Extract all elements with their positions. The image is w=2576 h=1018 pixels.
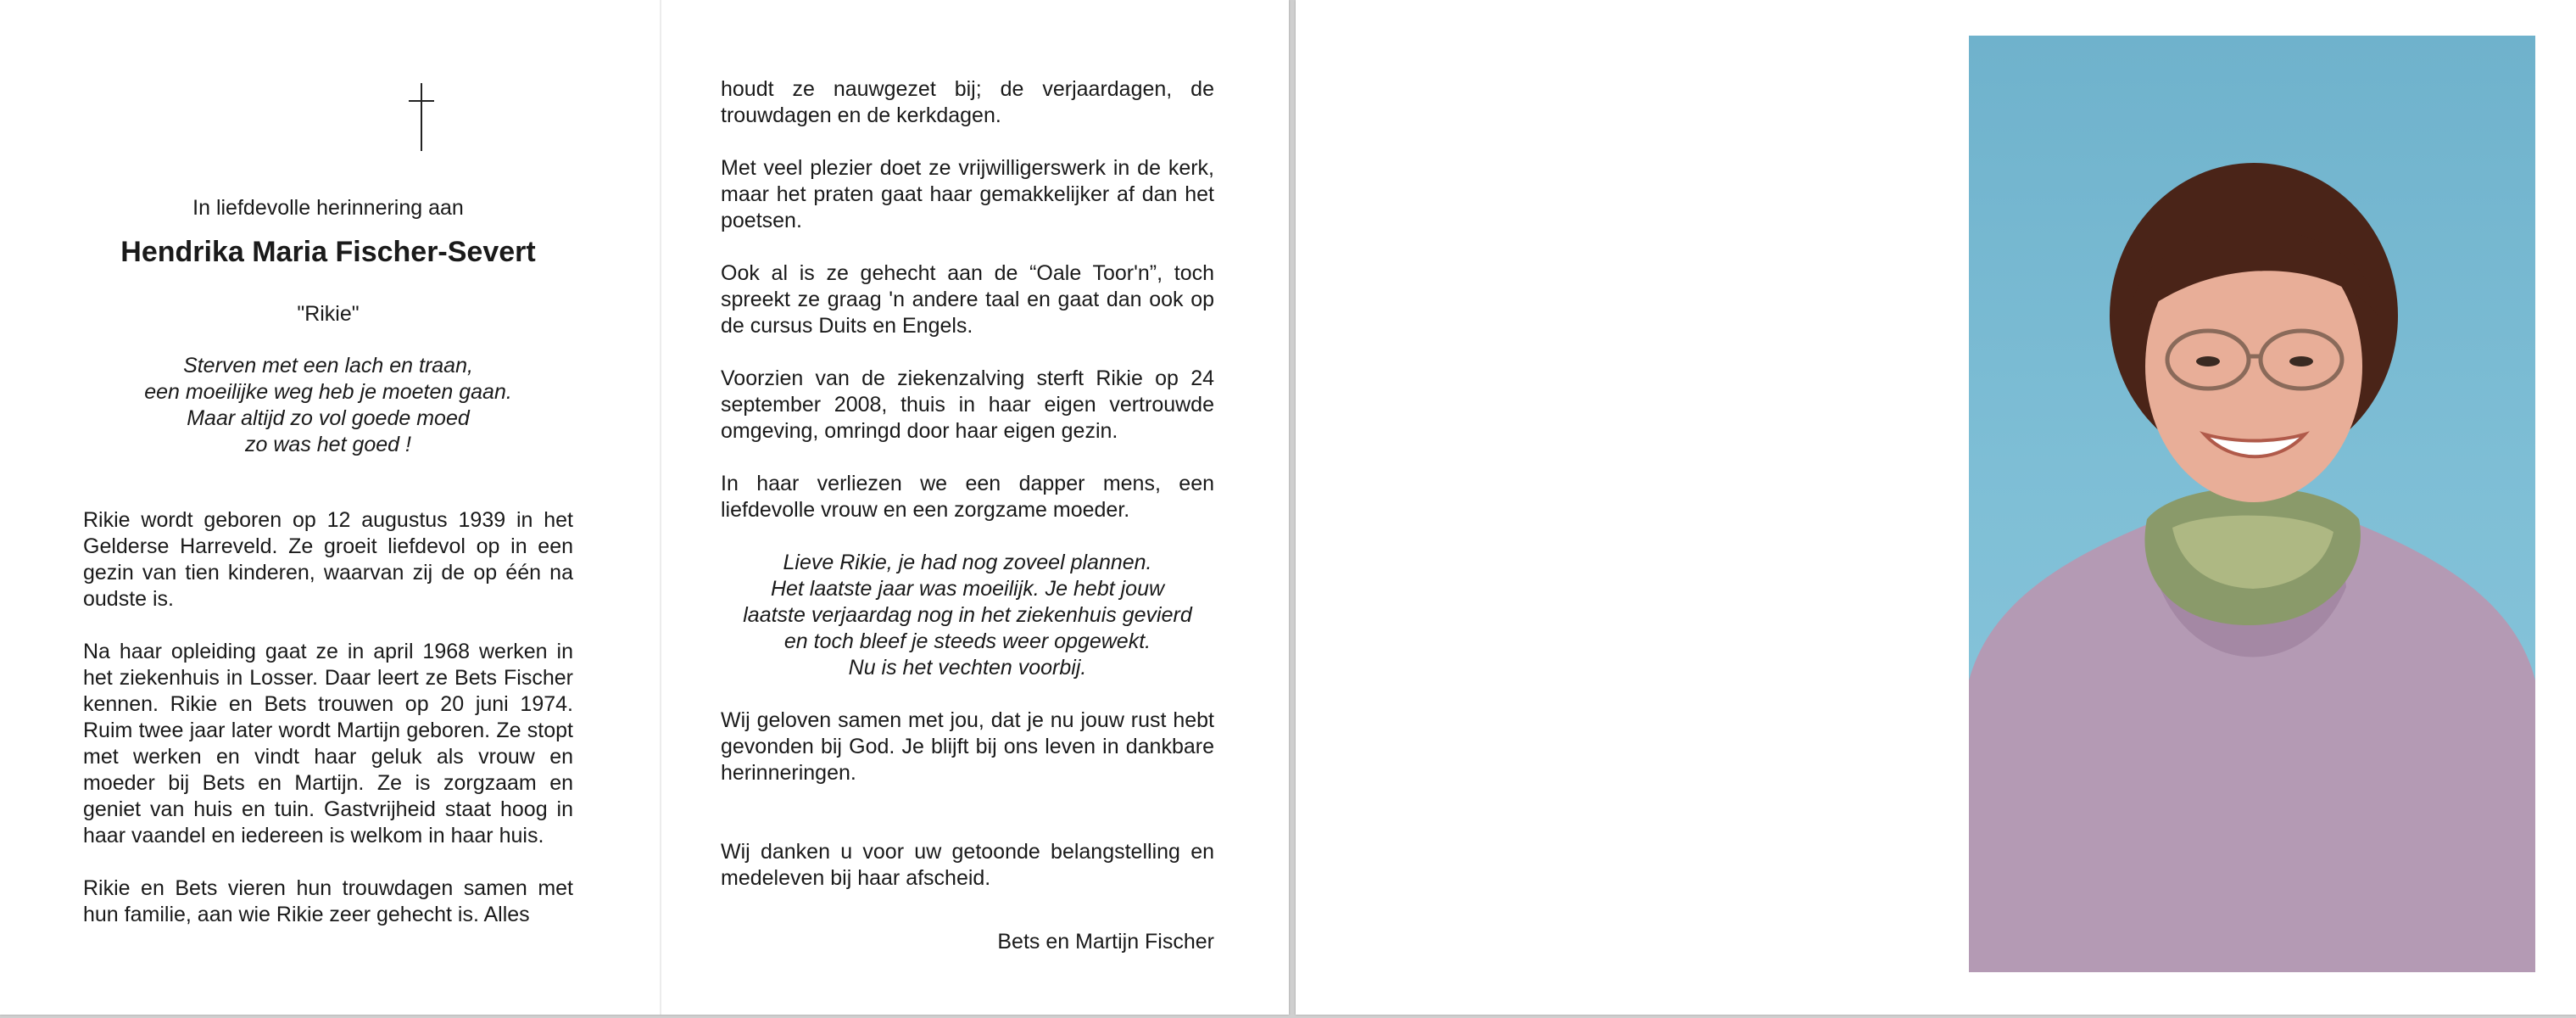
paragraph: Rikie wordt geboren op 12 augustus 1939 in het Gelderse Harreveld. Ze groeit liefdevol op in een gezin van tien kinderen, waarvan zij de op één na oudste is. — [83, 508, 573, 611]
signature: Bets en Martijn Fischer — [997, 930, 1214, 954]
card-fold — [660, 0, 661, 1015]
closing-poem — [721, 550, 1214, 681]
biography-part1 — [83, 507, 573, 954]
nickname: "Rikie" — [297, 302, 360, 326]
deceased-name: Hendrika Maria Fischer-Severt — [120, 236, 536, 268]
poem-line: een moeilijke weg heb je moeten gaan. — [144, 380, 512, 404]
portrait-illustration — [1969, 36, 2535, 972]
poem-line: Lieve Rikie, je had nog zoveel plannen. — [783, 551, 1152, 574]
intro-text: In liefdevolle herinnering aan — [192, 196, 464, 220]
card-inside — [0, 0, 1289, 1015]
paragraph: Ook al is ze gehecht aan de “Oale Toor'n”, toch spreekt ze graag 'n andere taal en gaat dan ook op de cursus Duits en Engels. — [721, 261, 1214, 338]
paragraph: houdt ze nauwgezet bij; de verjaardagen, de trouwdagen en de kerkdagen. — [721, 77, 1214, 127]
paragraph: Met veel plezier doet ze vrijwilligerswerk in de kerk, maar het praten gaat haar gemakkelijker af dan het poetsen. — [721, 156, 1214, 232]
paragraph: Voorzien van de ziekenzalving sterft Rikie op 24 september 2008, thuis in haar eigen vertrouwde omgeving, omringd door haar eigen gezin. — [721, 366, 1214, 443]
biography-part2 — [721, 76, 1214, 955]
poem-line: Nu is het vechten voorbij. — [848, 656, 1087, 680]
poem-line: zo was het goed ! — [245, 433, 411, 456]
poem-line: Het laatste jaar was moeilijk. Je hebt jouw — [770, 577, 1165, 601]
poem-line: laatste verjaardag nog in het ziekenhuis gevierd — [743, 603, 1192, 627]
paragraph: Rikie en Bets vieren hun trouwdagen samen met hun familie, aan wie Rikie zeer gehecht is. Alles — [83, 876, 573, 926]
thanks-paragraph: Wij danken u voor uw getoonde belangstelling en medeleven bij haar afscheid. — [721, 840, 1214, 890]
poem — [83, 353, 573, 458]
paragraph: Wij geloven samen met jou, dat je nu jouw rust hebt gevonden bij God. Je blijft bij ons leven in dankbare herinneringen. — [721, 708, 1214, 785]
poem-line: Maar altijd zo vol goede moed — [187, 406, 470, 430]
poem-line: en toch bleef je steeds weer opgewekt. — [783, 629, 1151, 653]
poem-line: Sterven met een lach en traan, — [183, 354, 473, 378]
cross-icon — [409, 83, 434, 151]
paragraph: Na haar opleiding gaat ze in april 1968 werken in het ziekenhuis in Losser. Daar leert ze Bets Fischer kennen. Rikie en Bets trouwen op 20 juni 1974. Ruim twee jaar later wordt Martijn geboren. Ze stopt met werken en vindt haar geluk als vrouw en moeder bij Bets en Martijn. Ze is zorgzaam en geniet van huis en tuin. Gastvrijheid staat hoog in haar vaandel en iedereen is welkom in haar huis. — [83, 640, 573, 847]
paragraph: In haar verliezen we een dapper mens, een liefdevolle vrouw en een zorgzame moeder. — [721, 472, 1214, 522]
portrait-photo — [1969, 36, 2535, 972]
